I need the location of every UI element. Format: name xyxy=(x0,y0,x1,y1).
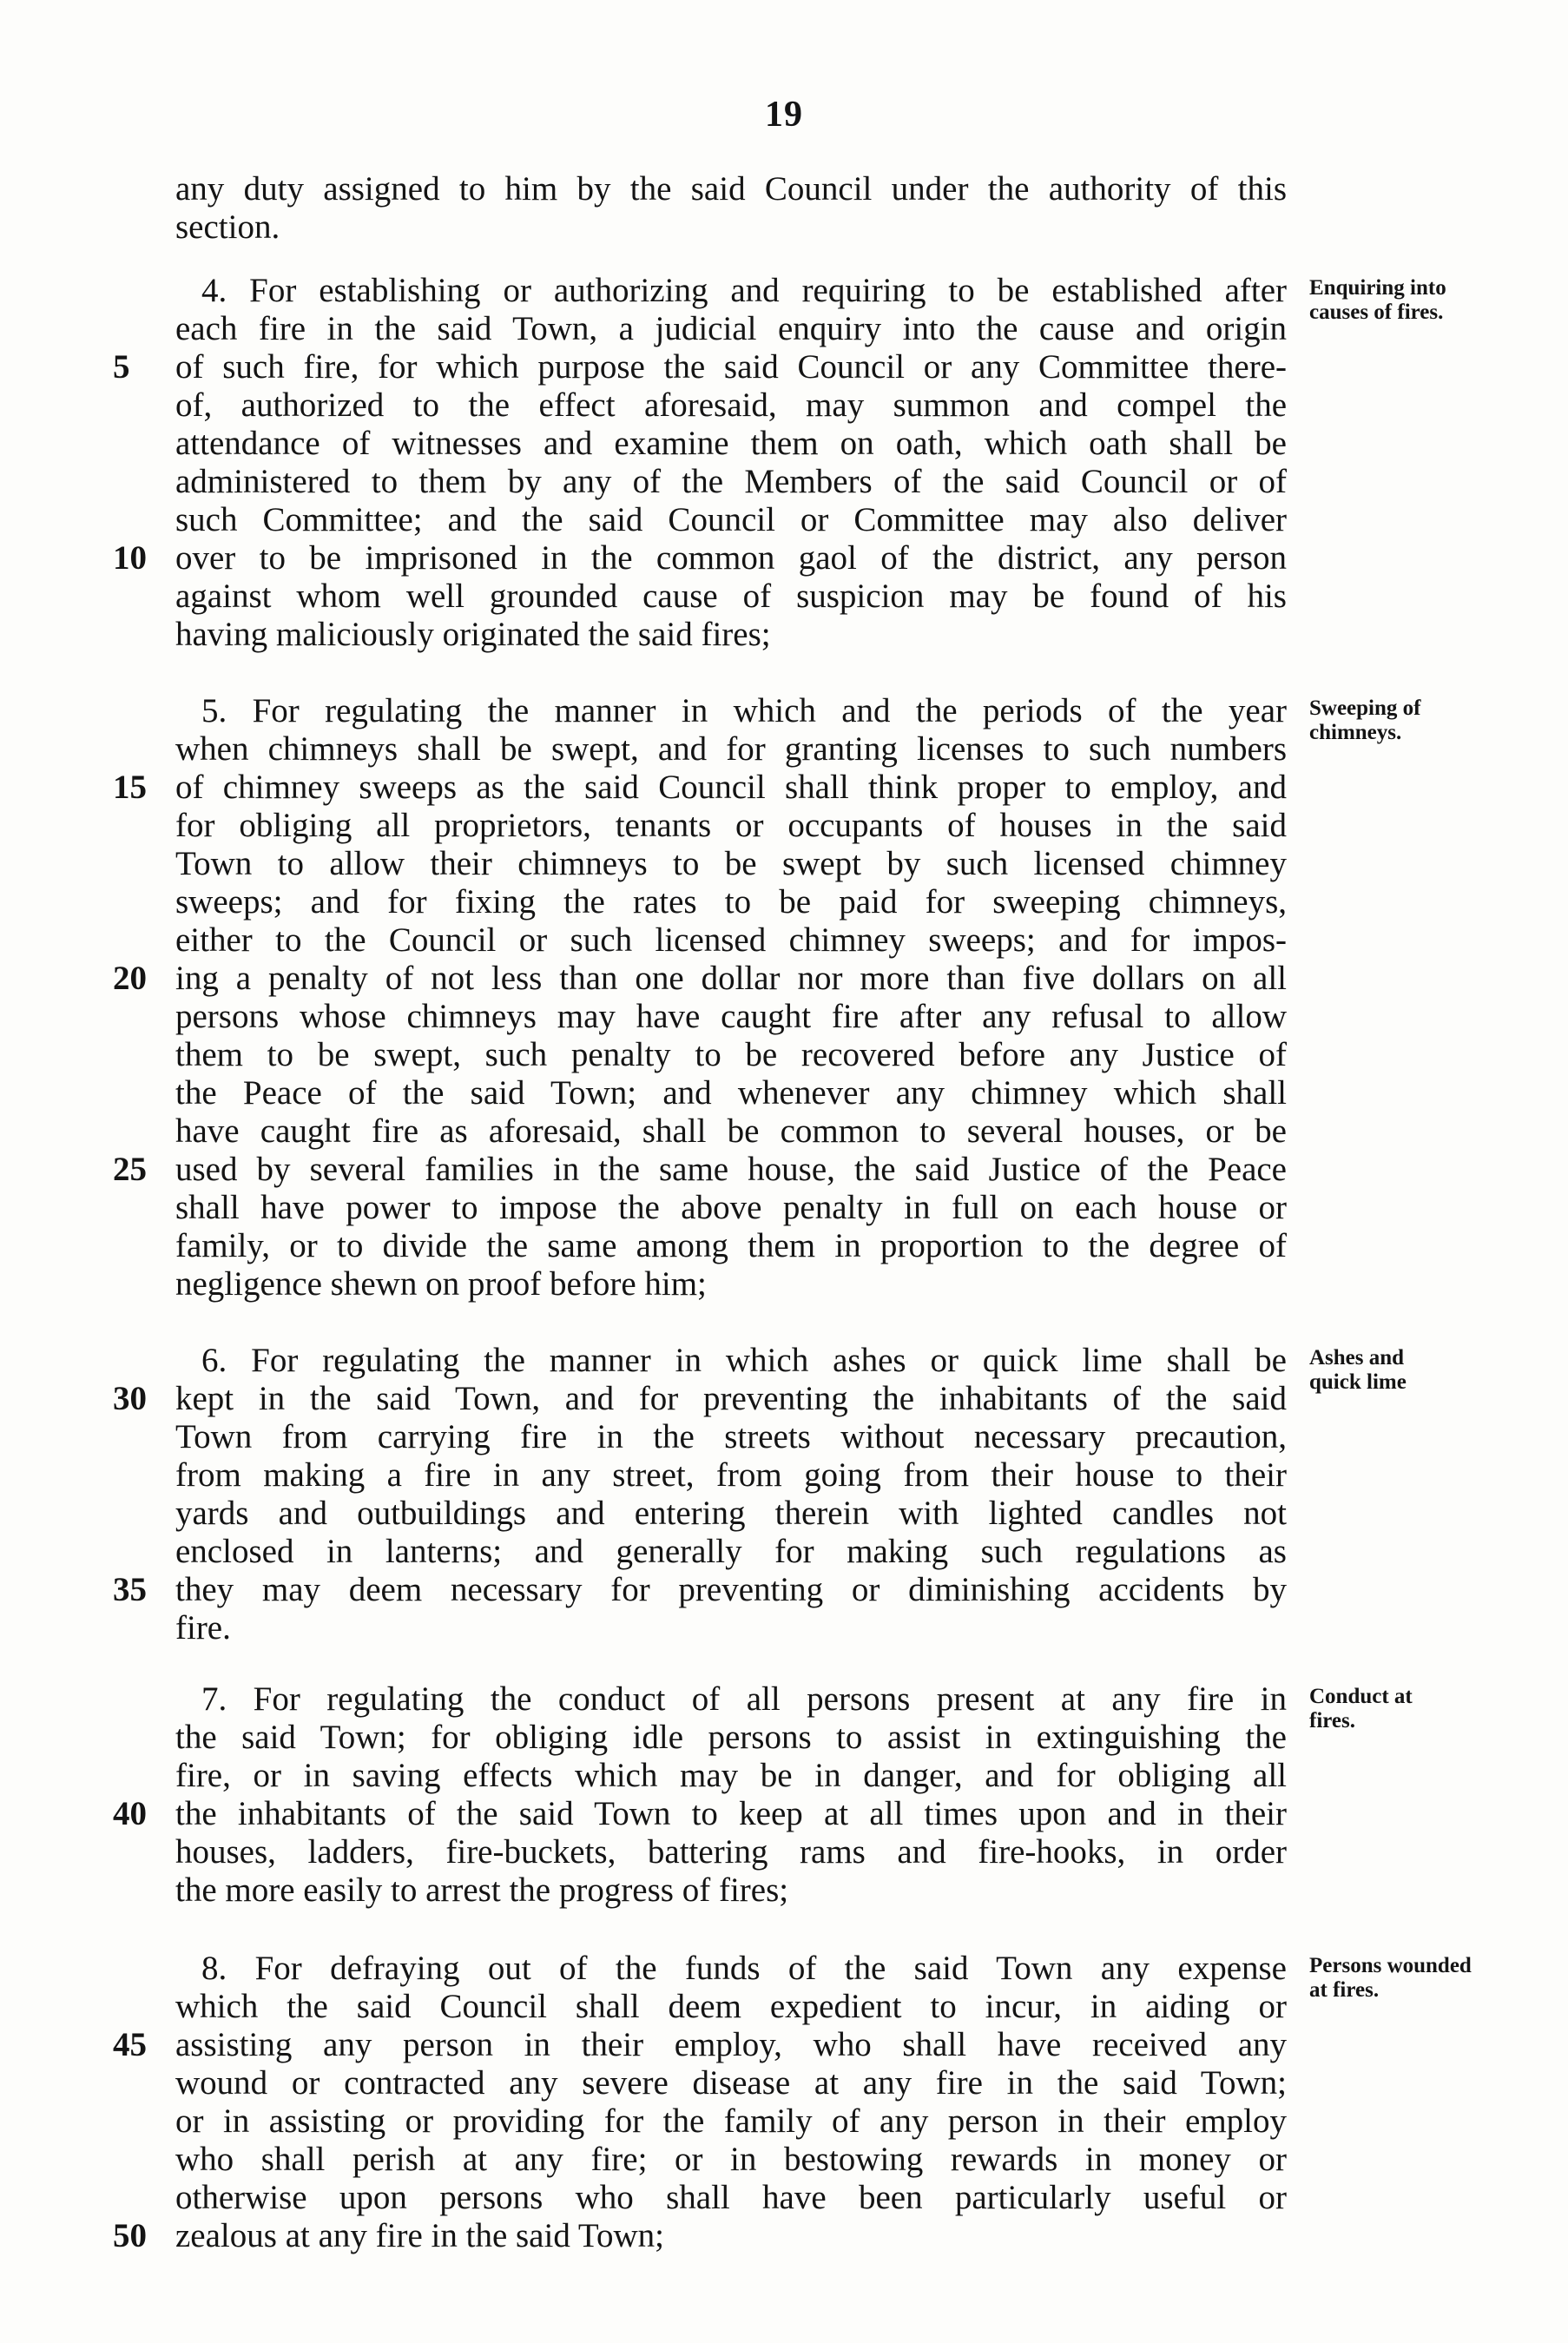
text-line: persons whose chimneys may have caught fire after any refusal to allow xyxy=(175,998,1287,1035)
text-line: each fire in the said Town, a judicial enquiry into the cause and origin xyxy=(175,310,1287,347)
text-line: of such fire, for which purpose the said Council or any Committee there- xyxy=(175,348,1287,386)
line-number: 30 xyxy=(113,1380,147,1417)
text-line: zealous at any fire in the said Town; xyxy=(175,2217,664,2254)
text-line: against whom well grounded cause of suspicion may be found of his xyxy=(175,578,1287,615)
text-line: used by several families in the same house, the said Justice of the Peace xyxy=(175,1151,1287,1188)
text-line: sweeps; and for fixing the rates to be paid for sweeping chimneys, xyxy=(175,883,1287,921)
text-line: 6. For regulating the manner in which ashes or quick lime shall be xyxy=(201,1342,1287,1379)
margin-note: Sweeping of chimneys. xyxy=(1309,696,1421,744)
line-number: 40 xyxy=(113,1795,147,1832)
text-line: having maliciously originated the said fires; xyxy=(175,616,771,653)
text-line: the Peace of the said Town; and whenever any chimney which shall xyxy=(175,1074,1287,1112)
text-line: Town to allow their chimneys to be swept by such licensed chimney xyxy=(175,845,1287,882)
text-line: such Committee; and the said Council or Committee may also deliver xyxy=(175,501,1287,538)
line-number: 45 xyxy=(113,2026,147,2063)
text-line: or in assisting or providing for the family of any person in their employ xyxy=(175,2102,1287,2140)
text-line: yards and outbuildings and entering therein with lighted candles not xyxy=(175,1495,1287,1532)
text-line: wound or contracted any severe disease at any fire in the said Town; xyxy=(175,2064,1287,2102)
text-line: of chimney sweeps as the said Council shall think proper to employ, and xyxy=(175,769,1287,806)
text-line: over to be imprisoned in the common gaol of the district, any person xyxy=(175,539,1287,577)
text-line: 5. For regulating the manner in which and the periods of the year xyxy=(201,692,1287,729)
text-line: they may deem necessary for preventing or diminishing accidents by xyxy=(175,1571,1287,1608)
text-line: of, authorized to the effect aforesaid, may summon and compel the xyxy=(175,386,1287,424)
text-line: have caught fire as aforesaid, shall be common to several houses, or be xyxy=(175,1112,1287,1150)
text-line: the said Town; for obliging idle persons to assist in extinguishing the xyxy=(175,1719,1287,1756)
line-number: 10 xyxy=(113,539,147,577)
text-line: when chimneys shall be swept, and for granting licenses to such numbers xyxy=(175,730,1287,768)
text-line: administered to them by any of the Members of the said Council or of xyxy=(175,463,1287,500)
text-line: shall have power to impose the above penalty in full on each house or xyxy=(175,1189,1287,1226)
text-line: ing a penalty of not less than one dollar nor more than five dollars on all xyxy=(175,960,1287,997)
text-line: kept in the said Town, and for preventing the inhabitants of the said xyxy=(175,1380,1287,1417)
page-number: 19 xyxy=(765,95,803,135)
text-line: assisting any person in their employ, who shall have received any xyxy=(175,2026,1287,2063)
margin-note: Persons wounded at fires. xyxy=(1309,1954,1472,2002)
line-number: 20 xyxy=(113,960,147,997)
text-line: which the said Council shall deem expedient to incur, in aiding or xyxy=(175,1988,1287,2025)
text-line: 7. For regulating the conduct of all persons present at any fire in xyxy=(201,1680,1287,1718)
text-line: negligence shewn on proof before him; xyxy=(175,1265,707,1303)
text-line: enclosed in lanterns; and generally for making such regulations as xyxy=(175,1533,1287,1570)
text-line: section. xyxy=(175,208,280,246)
text-line: 4. For establishing or authorizing and requiring to be established after xyxy=(201,272,1287,309)
text-line: from making a fire in any street, from going from their house to their xyxy=(175,1456,1287,1494)
text-line: fire, or in saving effects which may be in danger, and for obliging all xyxy=(175,1757,1287,1794)
text-line: either to the Council or such licensed chimney sweeps; and for impos- xyxy=(175,921,1287,959)
text-line: otherwise upon persons who shall have been particularly useful or xyxy=(175,2179,1287,2216)
margin-note: Ashes and quick lime xyxy=(1309,1346,1407,1394)
text-line: them to be swept, such penalty to be recovered before any Justice of xyxy=(175,1036,1287,1073)
text-line: family, or to divide the same among them in proportion to the degree of xyxy=(175,1227,1287,1264)
text-line: any duty assigned to him by the said Council under the authority of this xyxy=(175,170,1287,208)
line-number: 50 xyxy=(113,2217,147,2254)
line-number: 25 xyxy=(113,1151,147,1188)
text-line: attendance of witnesses and examine them on oath, which oath shall be xyxy=(175,425,1287,462)
line-number: 35 xyxy=(113,1571,147,1608)
text-line: houses, ladders, fire-buckets, battering rams and fire-hooks, in order xyxy=(175,1833,1287,1871)
line-number: 5 xyxy=(113,348,130,386)
line-number: 15 xyxy=(113,769,147,806)
text-line: the more easily to arrest the progress of fires; xyxy=(175,1871,789,1909)
margin-note: Enquiring into causes of fires. xyxy=(1309,276,1446,324)
text-line: the inhabitants of the said Town to keep at all times upon and in their xyxy=(175,1795,1287,1832)
text-line: Town from carrying fire in the streets without necessary precaution, xyxy=(175,1418,1287,1455)
text-line: for obliging all proprietors, tenants or occupants of houses in the said xyxy=(175,807,1287,844)
text-line: 8. For defraying out of the funds of the said Town any expense xyxy=(201,1950,1287,1987)
margin-note: Conduct at fires. xyxy=(1309,1685,1413,1732)
text-line: who shall perish at any fire; or in bestowing rewards in money or xyxy=(175,2141,1287,2178)
text-line: fire. xyxy=(175,1609,231,1647)
